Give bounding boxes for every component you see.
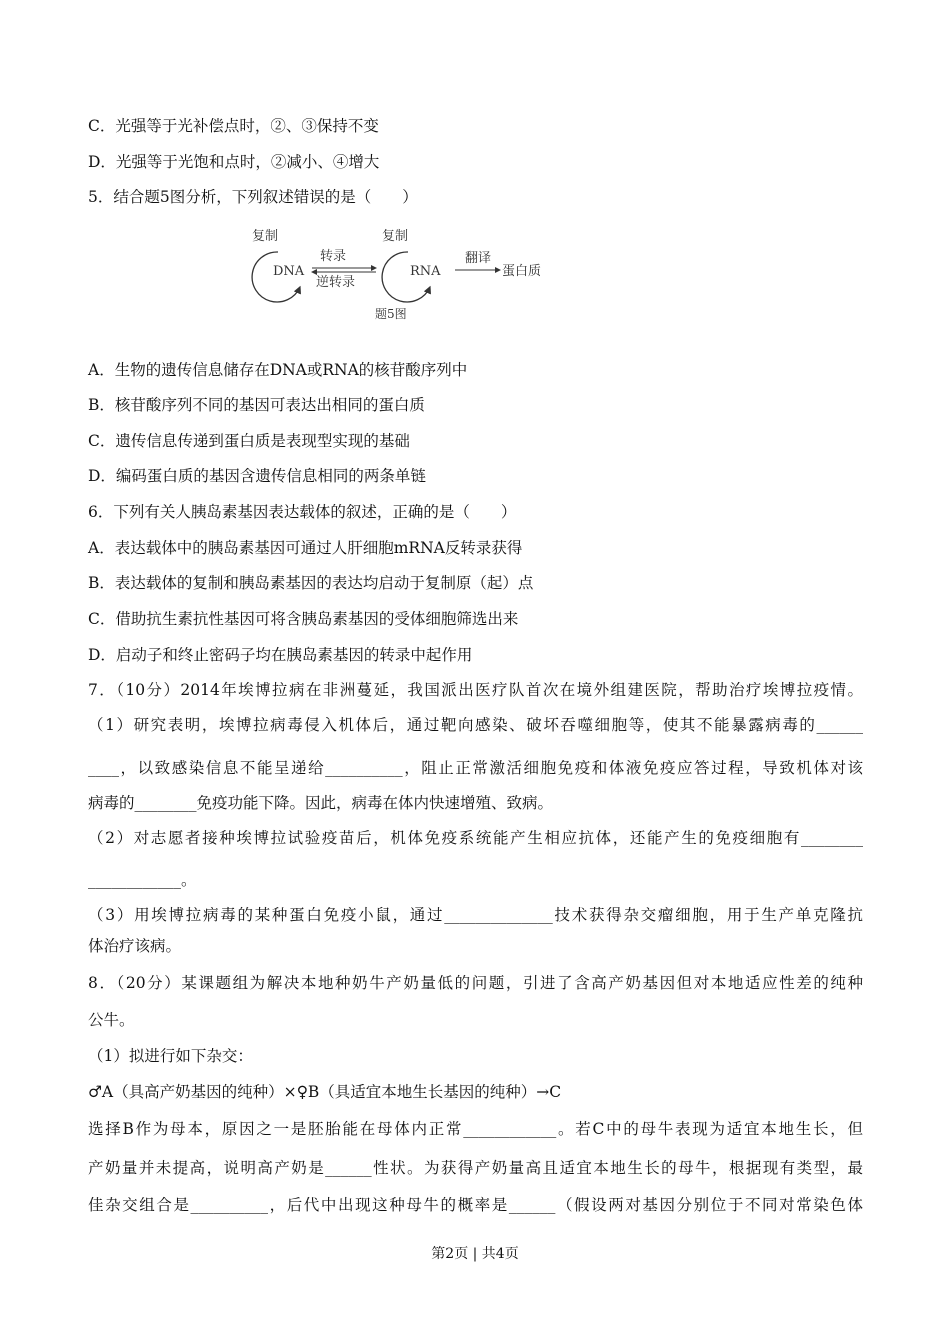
label-transcription: 转录 <box>320 249 347 264</box>
figure-5-diagram <box>240 222 560 327</box>
cross-scheme: ♂A（具高产奶基因的纯种）×♀B（具适宜本地生长基因的纯种）→C <box>88 1083 562 1101</box>
question-7-part-1-cont: ____，以致感染信息不能呈递给__________，阻止正常激活细胞免疫和体液免疫应答过程，导致机体对该 <box>88 759 863 777</box>
question-8: 8．（20分）某课题组为解决本地种奶牛产奶量低的问题，引进了含高产奶基因但对本地适应性差的纯种 <box>88 974 863 992</box>
question-8-part-1-text-3: 佳杂交组合是__________，后代中出现这种母牛的概率是______（假设两对基因分别位于不同对常染色体 <box>88 1196 863 1214</box>
question-7-part-1: （1）研究表明，埃博拉病毒侵入机体后，通过靶向感染、破坏吞噬细胞等，使其不能暴露病毒的______ <box>88 716 863 734</box>
question-7-part-3-cont: 体治疗该病。 <box>88 937 182 955</box>
option-a-q5: A．生物的遗传信息储存在DNA或RNA的核苷酸序列中 <box>88 361 468 379</box>
question-7-part-2-cont: ____________。 <box>88 871 197 889</box>
question-8-part-1-text: 选择B作为母本，原因之一是胚胎能在母体内正常____________。若C中的母牛表现为适宜本地生长，但 <box>88 1120 863 1138</box>
question-8-part-1: （1）拟进行如下杂交： <box>88 1047 253 1065</box>
question-7: 7．（10分）2014年埃博拉病在非洲蔓延，我国派出医疗队首次在境外组建医院，帮助治疗埃博拉疫情。 <box>88 681 863 699</box>
page-footer: 第2页 | 共4页 <box>431 1246 519 1262</box>
label-dna: DNA <box>273 264 305 279</box>
option-d-q4: D．光强等于光饱和点时，②减小、④增大 <box>88 153 380 171</box>
option-c-q4: C．光强等于光补偿点时，②、③保持不变 <box>88 117 379 135</box>
question-7-part-3: （3）用埃博拉病毒的某种蛋白免疫小鼠，通过______________技术获得杂交瘤细胞，用于生产单克隆抗 <box>88 906 863 924</box>
label-replicate-right: 复制 <box>382 229 409 244</box>
question-8-cont: 公牛。 <box>88 1011 135 1029</box>
question-7-part-1-end: 病毒的________免疫功能下降。因此，病毒在体内快速增殖、致病。 <box>88 794 554 812</box>
label-translation: 翻译 <box>465 251 492 266</box>
figure-caption: 题5图 <box>375 307 407 321</box>
label-reverse-transcription: 逆转录 <box>316 275 356 290</box>
label-protein: 蛋白质 <box>502 264 542 279</box>
question-7-part-2: （2）对志愿者接种埃博拉试验疫苗后，机体免疫系统能产生相应抗体，还能产生的免疫细胞有________ <box>88 829 863 847</box>
label-replicate-left: 复制 <box>252 229 279 244</box>
question-8-part-1-text-2: 产奶量并未提高，说明高产奶是______性状。为获得产奶量高且适宜本地生长的母牛，根据现有类型，最 <box>88 1159 863 1177</box>
option-c-q5: C．遗传信息传递到蛋白质是表现型实现的基础 <box>88 432 410 450</box>
option-d-q5: D．编码蛋白质的基因含遗传信息相同的两条单链 <box>88 467 426 485</box>
option-b-q6: B．表达载体的复制和胰岛素基因的表达均启动于复制原（起）点 <box>88 574 534 592</box>
option-c-q6: C．借助抗生素抗性基因可将含胰岛素基因的受体细胞筛选出来 <box>88 610 519 628</box>
label-rna: RNA <box>410 264 441 279</box>
option-d-q6: D．启动子和终止密码子均在胰岛素基因的转录中起作用 <box>88 646 473 664</box>
option-b-q5: B．核苷酸序列不同的基因可表达出相同的蛋白质 <box>88 396 425 414</box>
question-5: 5．结合题5图分析，下列叙述错误的是（ ） <box>88 188 418 206</box>
question-6: 6．下列有关人胰岛素基因表达载体的叙述，正确的是（ ） <box>88 503 517 521</box>
option-a-q6: A．表达载体中的胰岛素基因可通过人肝细胞mRNA反转录获得 <box>88 539 523 557</box>
